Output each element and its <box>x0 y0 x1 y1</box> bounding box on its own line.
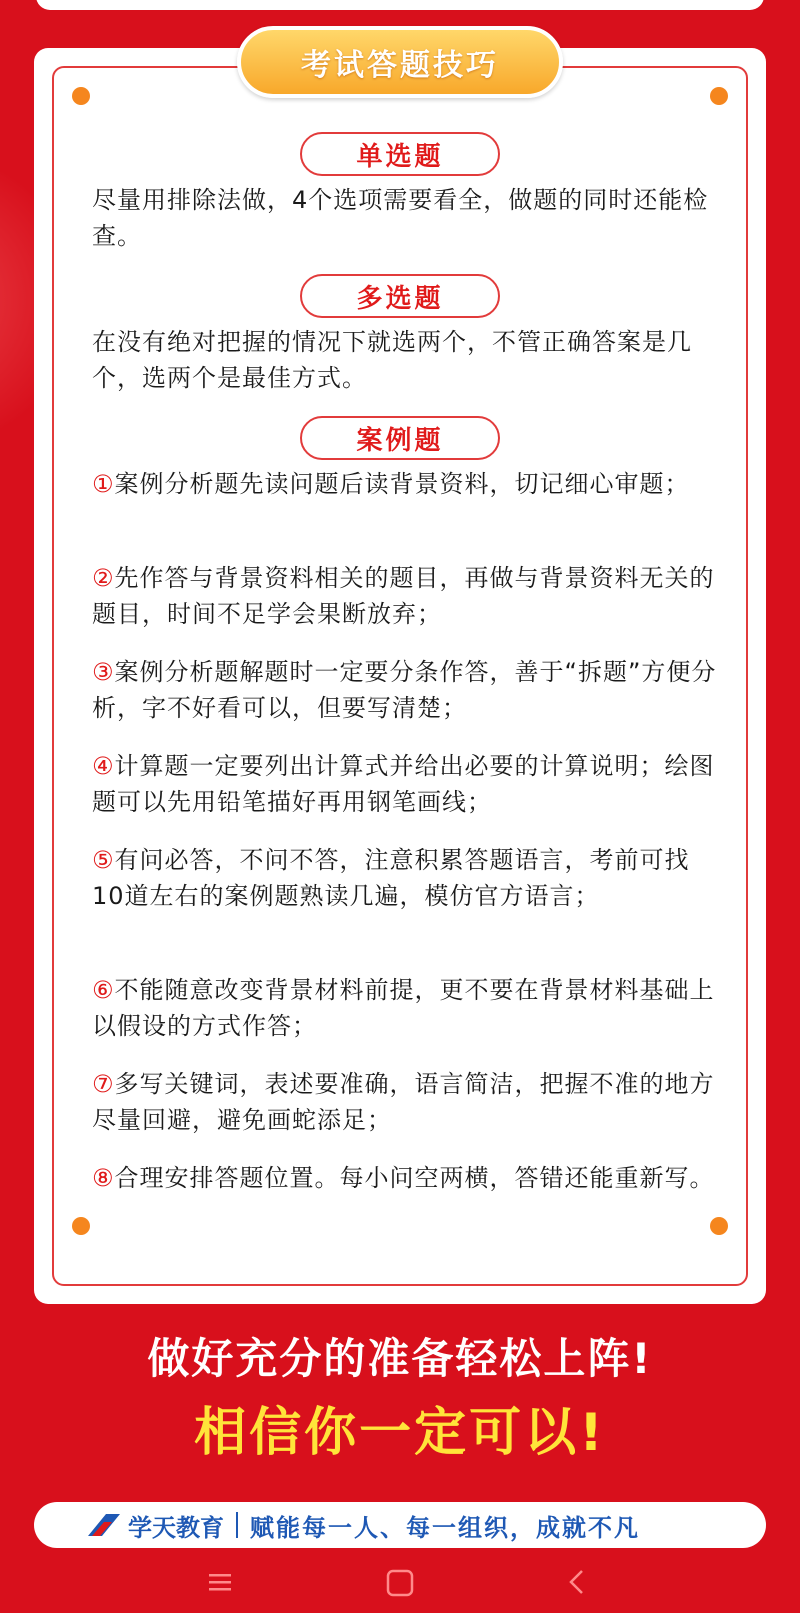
brand-bar <box>34 1502 766 1548</box>
item-text: 案例分析题先读问题后读背景资料，切记细心审题； <box>114 470 690 498</box>
brand-tagline: 赋能每一人、每一组织，成就不凡 <box>250 1513 640 1542</box>
list-item <box>92 1160 722 1196</box>
section-text-multiple-choice: 在没有绝对把握的情况下就选两个，不管正确答案是几个，选两个是最佳方式。 <box>92 328 692 392</box>
item-number: ⑧ <box>92 1164 115 1192</box>
item-text: 先作答与背景资料相关的题目，再做与背景资料无关的题目，时间不足学会果断放弃； <box>92 564 715 628</box>
system-nav-bar <box>0 1555 800 1613</box>
home-square-icon[interactable] <box>384 1567 416 1599</box>
corner-dot-top-left <box>72 87 90 105</box>
list-item <box>92 1066 722 1138</box>
corner-dot-top-right <box>710 87 728 105</box>
item-number: ⑦ <box>92 1070 115 1098</box>
item-text: 多写关键词，表述要准确，语言简洁，把握不准的地方尽量回避，避免画蛇添足； <box>92 1070 715 1134</box>
brand-name: 学天教育 <box>128 1513 224 1542</box>
section-text-single-choice: 尽量用排除法做，4个选项需要看全，做题的同时还能检查。 <box>92 186 709 250</box>
back-icon[interactable] <box>562 1567 592 1597</box>
list-item <box>92 654 722 726</box>
previous-card-edge <box>36 0 764 10</box>
slogan-line-2: 相信你一定可以! <box>194 1403 606 1463</box>
item-number: ③ <box>92 658 115 686</box>
list-item <box>92 466 722 502</box>
menu-icon[interactable] <box>205 1567 235 1597</box>
item-text: 计算题一定要列出计算式并给出必要的计算说明；绘图题可以先用铅笔描好再用钢笔画线； <box>92 752 715 816</box>
item-text: 有问必答，不问不答，注意积累答题语言，考前可找10道左右的案例题熟读几遍，模仿官方语言； <box>92 846 690 910</box>
item-text: 合理安排答题位置。每小问空两横，答错还能重新写。 <box>114 1164 715 1192</box>
section-heading-case: 案例题 <box>300 416 500 460</box>
page-title: 考试答题技巧 <box>237 26 563 98</box>
list-item <box>92 560 722 632</box>
list-item <box>92 748 722 820</box>
item-number: ② <box>92 564 115 592</box>
brand-logo-icon <box>86 1512 122 1538</box>
item-text: 不能随意改变背景材料前提，更不要在背景材料基础上以假设的方式作答； <box>92 976 715 1040</box>
corner-dot-bottom-right <box>710 1217 728 1235</box>
item-number: ⑤ <box>92 846 115 874</box>
item-number: ① <box>92 470 115 498</box>
item-number: ⑥ <box>92 976 115 1004</box>
item-text: 案例分析题解题时一定要分条作答，善于“拆题”方便分析，字不好看可以，但要写清楚； <box>92 658 717 722</box>
list-item <box>92 842 722 914</box>
section-heading-multiple-choice: 多选题 <box>300 274 500 318</box>
item-number: ④ <box>92 752 115 780</box>
section-heading-single-choice: 单选题 <box>300 132 500 176</box>
brand-divider <box>236 1512 238 1538</box>
slogan-line-1: 做好充分的准备轻松上阵! <box>147 1334 653 1383</box>
list-item <box>92 972 722 1044</box>
corner-dot-bottom-left <box>72 1217 90 1235</box>
